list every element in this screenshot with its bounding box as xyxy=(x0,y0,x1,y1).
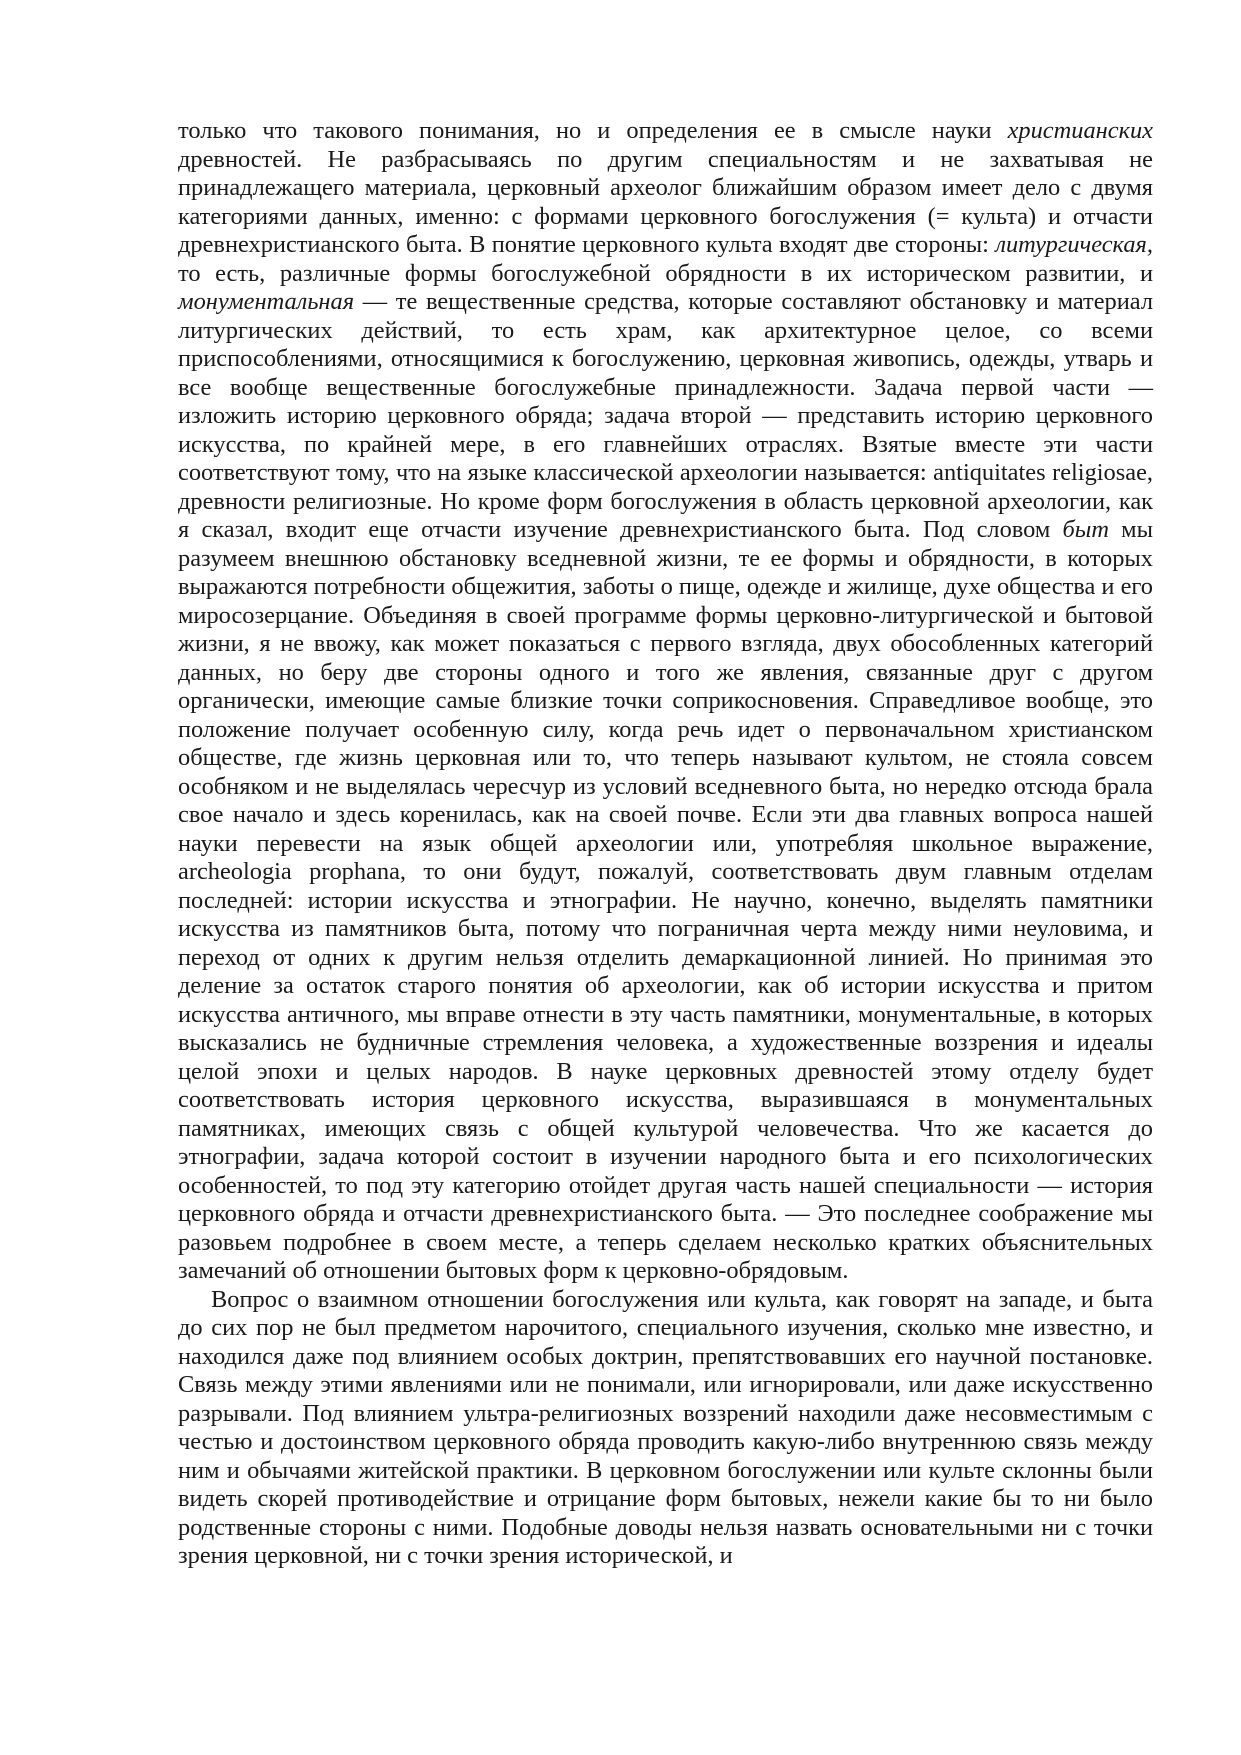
italic-term-byt: быт xyxy=(1062,516,1109,543)
text-run: мы разумеем внешнюю обстановку вседневной жизни, те ее формы и обрядности, в которых выражаются потребности общежития, заботы о пище, одежде и жилище, духе общества и его миросозерцание. Объединяя в своей программе формы церковно-литургической и бытовой жизни, я не ввожу, как может показаться с первого взгляда, двух обособленных категорий данных, но беру две стороны одного и того же явления, связанные друг с другом органически, имеющие самые близкие точки соприкосновения. Справедливое вообще, это положение получает особенную силу, когда речь идет о первоначальном христианском обществе, где жизнь церковная или то, что теперь называют культом, не стояла совсем особняком и не выделялась чересчур из условий вседневного быта, но нередко отсюда брала свое начало и здесь коренилась, как на своей почве. Если эти два главных вопроса нашей науки перевести на язык общей археологии или, употребляя школьное выражение, archeologia prophana, то они будут, пожалуй, соответствовать двум главным отделам последней: истории искусства и этнографии. Не научно, конечно, выделять памятники искусства из памятников быта, потому что пограничная черта между ними неуловима, и переход от одних к другим нельзя отделить демаркационной линией. Но принимая это деление за остаток старого понятия об археологии, как об истории искусства и притом искусства античного, мы вправе отнести в эту часть памятники, монументальные, в которых высказались не будничные стремления человека, а художественные воззрения и идеалы целой эпохи и целых народов. В науке церковных древностей этому отделу будет соответствовать история церковного искусства, выразившаяся в монументальных памятниках, имеющих связь с общей культурой человечества. Что же касается до этнографии, задача которой состоит в изучении народного быта и его психологических особенностей, то под эту категорию отойдет другая часть нашей специальности — история церковного обряда и отчасти древнехристианского быта. — Это последнее соображение мы разовьем подробнее в своем месте, а теперь сделаем несколько кратких объяснительных замечаний об отношении бытовых форм к церковно-обрядовым. xyxy=(178,516,1153,1284)
text-run: только что такового понимания, но и определения ее в смысле науки xyxy=(178,117,1008,144)
text-run: древностей. Не разбрасываясь по другим специальностям и не захватывая не принадлежащего материала, церковный археолог ближайшим образом имеет дело с двумя категориями данных, именно: с формами церковного богослужения (= культа) и отчасти древнехристианского быта. В понятие церковного культа входят две стороны: xyxy=(178,145,1153,258)
italic-term-monumental: монументальная xyxy=(178,288,355,315)
text-run: то есть, различные формы богослужебной обрядности в их историческом развитии, и xyxy=(178,259,1153,287)
paragraph-1 xyxy=(178,117,1153,1286)
italic-term-liturgical: литургическая, xyxy=(995,231,1153,258)
text-run: — те вещественные средства, которые составляют обстановку и материал литургических действий, то есть храм, как архитектурное целое, со всеми приспособлениями, относящимися к богослужению, церковная живопись, одежды, утварь и все вообще вещественные богослужебные принадлежности. Задача первой части — изложить историю церковного обряда; задача второй — представить историю церковного искусства, по крайней мере, в его главнейших отраслях. Взятые вместе эти части соответствуют тому, что на языке классической археологии называется: antiquitates religiosae, древности религиозные. Но кроме форм богослужения в область церковной археологии, как я сказал, входит еще отчасти изучение древнехристианского быта. Под словом xyxy=(178,288,1153,543)
document-page xyxy=(178,117,1153,1571)
paragraph-2: Вопрос о взаимном отношении богослужения или культа, как говорят на западе, и быта до сих пор не был предметом нарочитого, специального изучения, сколько мне известно, и находился даже под влиянием особых доктрин, препятствовавших его научной постановке. Связь между этими явлениями или не понимали, или игнорировали, или даже искусственно разрывали. Под влиянием ультра-религиозных воззрений находили даже несовместимым с честью и достоинством церковного обряда проводить какую-либо внутреннюю связь между ним и обычаями житейской практики. В церковном богослужении или культе склонны были видеть скорей противодействие и отрицание форм бытовых, нежели какие бы то ни было родственные стороны с ними. Подобные доводы нельзя назвать основательными ни с точки зрения церковной, ни с точки зрения исторической, и xyxy=(178,1285,1153,1569)
italic-term-christian: христианских xyxy=(1007,117,1153,144)
